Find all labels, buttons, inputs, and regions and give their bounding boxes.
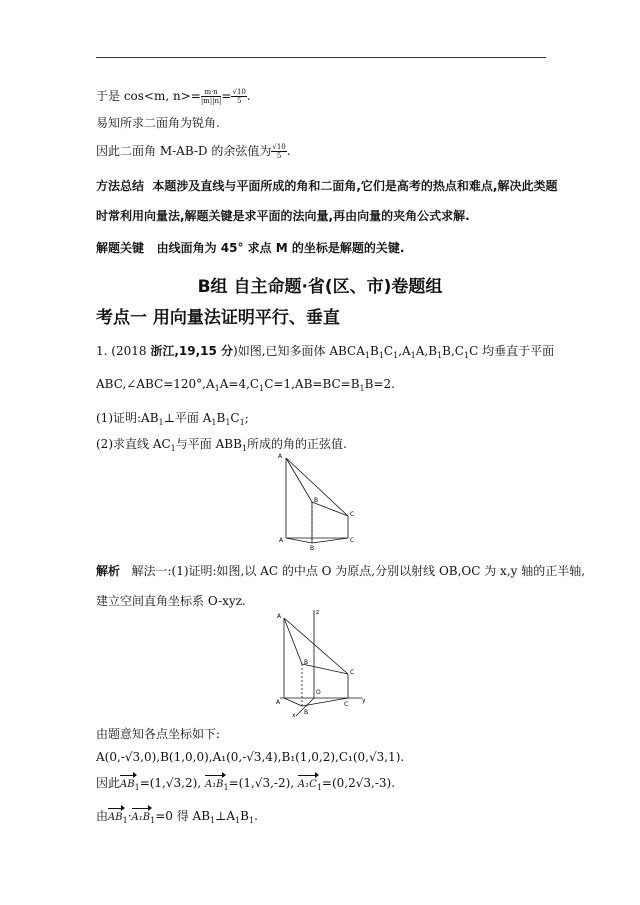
label-x: x (292, 712, 296, 718)
solution-line1 (96, 563, 585, 579)
solution-label: 解析 (96, 564, 121, 578)
header-rule (96, 57, 546, 58)
label-a: A (279, 537, 284, 544)
frac-num: m·n (201, 88, 222, 97)
edge-ab (286, 538, 312, 543)
problem-text: ,A (398, 344, 411, 358)
label-c1: C (350, 669, 355, 676)
subscript: 1 (134, 783, 140, 792)
edge-b1c1 (312, 502, 348, 516)
question-text: (1)证明:AB (96, 411, 159, 425)
dot-text: =0 得 AB (155, 809, 211, 823)
subscript: 1 (158, 418, 164, 427)
cosine-value-line (96, 143, 291, 160)
eq-sign: = (221, 89, 232, 103)
label-z: z (316, 609, 320, 616)
subscript: 1 (364, 351, 370, 360)
subscript: 1 (225, 418, 231, 427)
subscript: 1 (239, 418, 245, 427)
edge-bc (312, 538, 348, 543)
problem-text: A=4,C (219, 377, 260, 391)
fraction-mn (201, 88, 222, 105)
dot-text: ⊥A (215, 809, 236, 823)
key-label: 解题关键 (96, 241, 145, 255)
frac-den: 5 (276, 152, 282, 160)
subscript: 1 (316, 783, 322, 792)
subscript: 1 (241, 444, 247, 453)
cos-line (96, 88, 251, 105)
cosine-text: 因此二面角 M-AB-D 的余弦值为 (96, 144, 272, 158)
problem-source: 浙江,19,15 分 (150, 344, 234, 358)
label-c: C (350, 537, 355, 544)
question-text: C (230, 411, 240, 425)
subscript: 1 (150, 816, 156, 825)
section-heading-b: B组 自主命题·省(区、市)卷题组 (197, 277, 443, 297)
label-a: A (276, 699, 281, 706)
problem-line2 (96, 376, 395, 397)
label-b: B (310, 545, 315, 550)
fraction-root10 (231, 88, 246, 105)
problem-text: B,C (442, 344, 464, 358)
period: . (246, 89, 251, 103)
edge-a1c1 (284, 618, 348, 674)
dot-text: B (240, 809, 249, 823)
period: . (286, 144, 291, 158)
vector-a1b1: A₁B (205, 777, 224, 793)
edge-ab (284, 698, 302, 706)
subscript: 1 (464, 351, 470, 360)
problem-number: 1. (2018 (96, 344, 151, 358)
problem-line1 (96, 343, 554, 364)
problem-text: C 均垂直于平面 (469, 344, 555, 358)
subscript: 1 (410, 351, 416, 360)
subscript: 1 (210, 816, 216, 825)
question-text: B (216, 411, 226, 425)
problem-text: C=1,AB=BC=B (264, 377, 360, 391)
label-c1: C (350, 511, 355, 518)
label-o: O (316, 689, 321, 696)
label-b: B (304, 709, 309, 716)
coordinate-figure (270, 606, 370, 718)
summary-label: 方法总结 (96, 179, 145, 193)
edge-b1c1 (302, 664, 348, 674)
problem-text: B (369, 344, 379, 358)
acute-angle-line: 易知所求二面角为锐角. (96, 116, 220, 130)
vector-a1b1: A₁B (132, 810, 151, 826)
label-b1: B (304, 659, 309, 666)
solution-text: 解法一:(1)证明:如图,以 AC 的中点 O 为原点,分别以射线 OB,OC 为 x,y 轴的正半轴, (131, 564, 586, 578)
edge-a1b1 (286, 458, 312, 502)
frac-num: √10 (272, 143, 286, 151)
section-heading-topic1: 考点一 用向量法证明平行、垂直 (96, 308, 340, 328)
subscript: 1 (211, 418, 217, 427)
dot-product-line (96, 808, 258, 829)
subscript: 1 (170, 444, 176, 453)
polyhedron-figure (276, 450, 366, 550)
problem-text: B=2. (364, 377, 395, 391)
label-b1: B (314, 497, 319, 504)
fraction-root10 (271, 143, 286, 160)
problem-text: A,B (415, 344, 438, 358)
subscript: 1 (235, 816, 241, 825)
method-summary-line2: 时常利用向量法,解题关键是求平面的法向量,再由向量的夹角公式求解. (96, 209, 470, 223)
frac-num: √10 (232, 88, 246, 96)
question-text: 所成的角的正弦值. (246, 437, 347, 451)
subscript: 1 (214, 384, 220, 393)
subscript: 1 (248, 816, 255, 825)
problem-text: )如图,已知多面体 ABCA (233, 344, 365, 358)
dot-sign: · (127, 809, 132, 823)
frac-den: 5 (236, 97, 242, 105)
question-text: ⊥平面 A (163, 411, 212, 425)
label-a1: A (278, 453, 283, 460)
summary-text: 本题涉及直线与平面所成的角和二面角,它们是高考的热点和难点,解决此类题 (152, 179, 558, 193)
edge-bc (302, 698, 348, 706)
subscript: 1 (378, 351, 384, 360)
vector-ab1: AB (108, 810, 123, 826)
subscript: 1 (359, 384, 365, 393)
vector-a1c1: A₁C (298, 777, 317, 793)
question-text: ; (244, 411, 249, 425)
subscript: 1 (259, 384, 265, 393)
dot-prefix: 由 (96, 809, 109, 823)
edge-a1b1 (284, 618, 302, 664)
frac-den: |m||n| (200, 97, 222, 105)
subscript: 1 (122, 816, 128, 825)
method-summary-line1 (96, 178, 558, 194)
coords-intro: 由题意知各点坐标如下: (96, 727, 221, 741)
vector-value: =(1,√3,-2), (228, 776, 295, 790)
subscript: 1 (223, 783, 229, 792)
vector-line (96, 775, 395, 796)
label-a1: A (277, 613, 282, 620)
cos-text: 于是 cos<m, n>= (96, 89, 201, 103)
edge-a1c1 (286, 458, 348, 516)
problem-text: C (383, 344, 394, 358)
vector-value: =(0,2√3,-3). (321, 776, 396, 790)
label-y: y (362, 697, 366, 704)
problem-text: ABC,∠ABC=120°,A (96, 377, 215, 391)
coords-list: A(0,-√3,0),B(1,0,0),A₁(0,-√3,4),B₁(1,0,2),C₁(0,√3,1). (96, 750, 405, 764)
question-text: 与平面 ABB (175, 437, 242, 451)
question-1 (96, 410, 249, 431)
subscript: 1 (437, 351, 443, 360)
solution-line2: 建立空间直角坐标系 O-xyz. (96, 594, 246, 608)
vector-prefix: 因此 (96, 776, 121, 790)
vector-value: =(1,√3,2), (139, 776, 202, 790)
key-point-line (96, 240, 404, 256)
vector-ab1: AB (120, 777, 135, 793)
period: . (254, 809, 258, 823)
question-text: (2)求直线 AC (96, 437, 171, 451)
key-text: 由线面角为 45° 求点 M 的坐标是解题的关键. (156, 241, 405, 255)
label-c: C (344, 701, 349, 708)
subscript: 1 (393, 351, 399, 360)
